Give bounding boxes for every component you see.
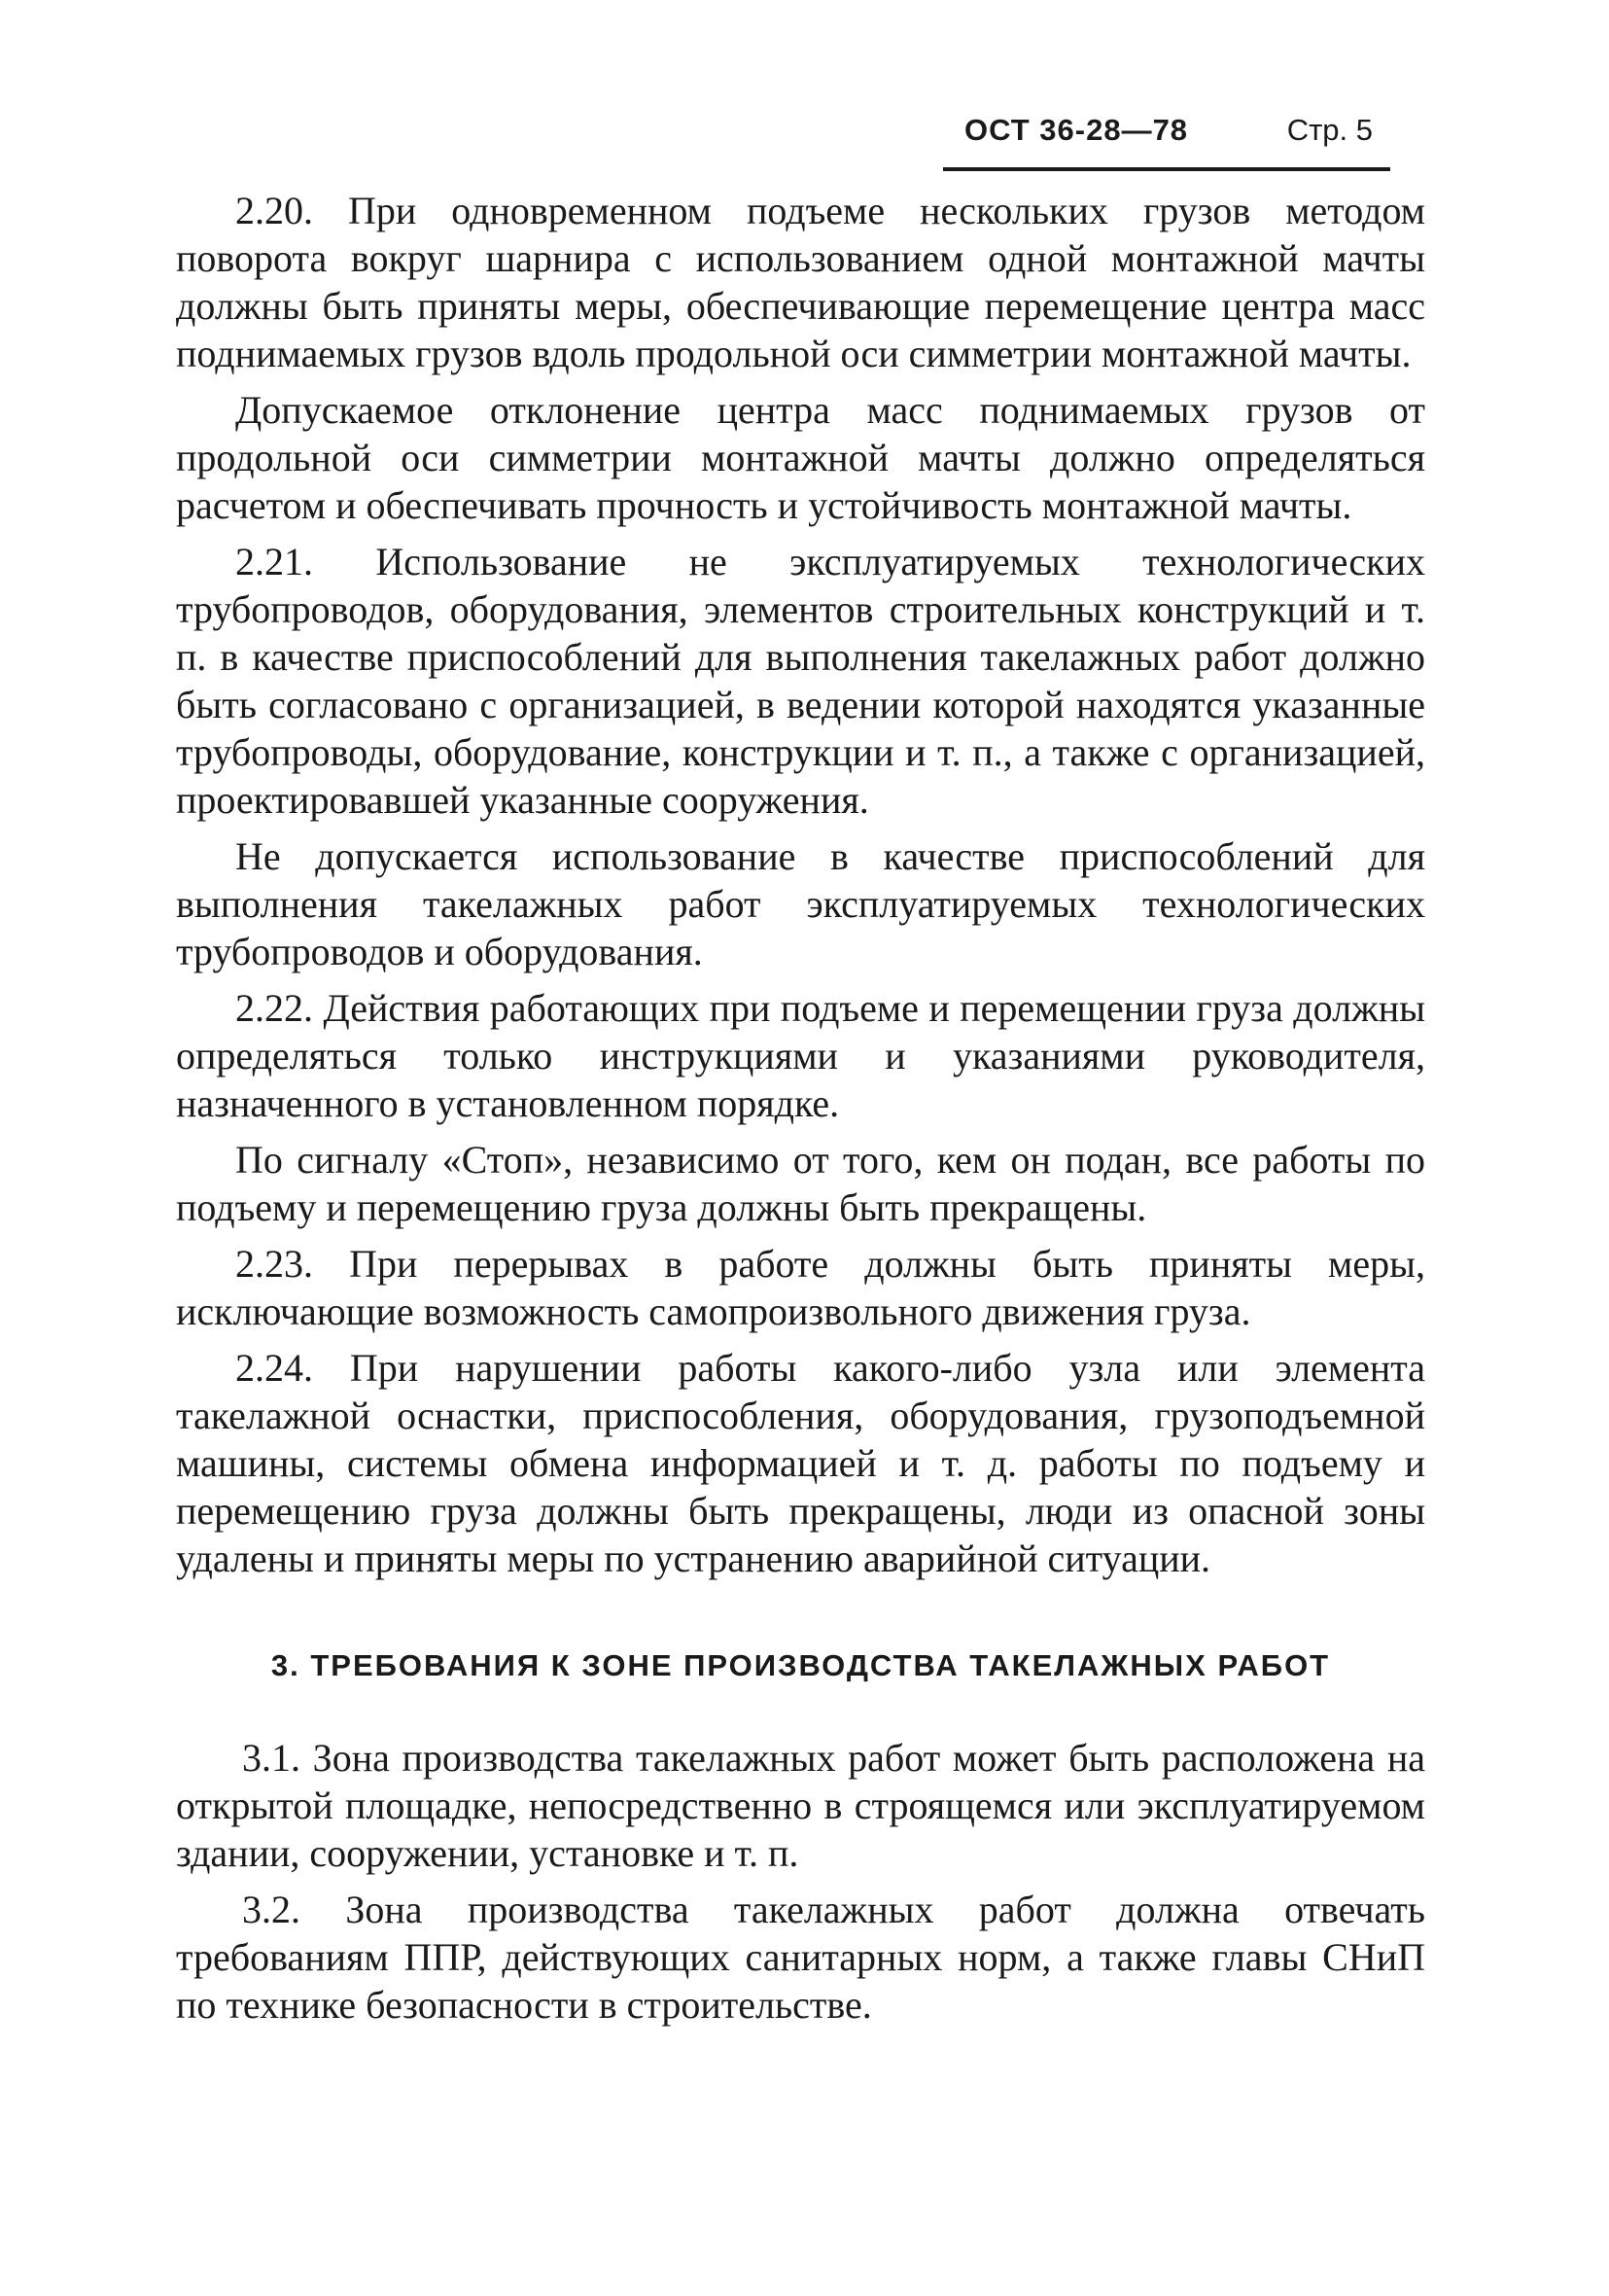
paragraph-2-21: 2.21. Использование не эксплуатируемых технологических трубопроводов, оборудования, элементов строительных конструкций и т. п. в качестве приспособлений для выполнения такелажных работ должно быть согласовано с организацией, в ведении которой находятся указанные трубопроводы, оборудование, конструкции и т. п., а также с организацией, проектировавшей указанные сооружения. bbox=[176, 540, 1425, 822]
paragraph-3-2: 3.2. Зона производства такелажных работ должна отвечать требованиям ППР, действующих санитарных норм, а также главы СНиП по технике безопасности в строительстве. bbox=[176, 1888, 1425, 2027]
page-number: Стр. 5 bbox=[1286, 113, 1373, 147]
document-code: ОСТ 36-28—78 bbox=[964, 113, 1189, 147]
paragraph-2-21-continued: Не допускается использование в качестве приспособлений для выполнения такелажных работ эксплуатируемых технологических трубопроводов и оборудования. bbox=[176, 834, 1425, 973]
paragraph-2-20: 2.20. При одновременном подъеме нескольких грузов методом поворота вокруг шарнира с использованием одной монтажной мачты должны быть приняты меры, обеспечивающие перемещение центра масс поднимаемых грузов вдоль продольной оси симметрии монтажной мачты. bbox=[176, 189, 1425, 375]
document-body bbox=[176, 187, 1425, 2037]
paragraph-2-20-continued: Допускаемое отклонение центра масс поднимаемых грузов от продольной оси симметрии монтажной мачты должно определяться расчетом и обеспечивать прочность и устойчивость монтажной мачты. bbox=[176, 388, 1425, 527]
paragraph-3-1: 3.1. Зона производства такелажных работ может быть расположена на открытой площадке, непосредственно в строящемся или эксплуатируемом здании, сооружении, установке и т. п. bbox=[176, 1736, 1425, 1875]
paragraph-2-22: 2.22. Действия работающих при подъеме и перемещении груза должны определяться только инструкциями и указаниями руководителя, назначенного в установленном порядке. bbox=[176, 986, 1425, 1125]
running-header bbox=[943, 107, 1390, 171]
section-3-heading: 3. ТРЕБОВАНИЯ К ЗОНЕ ПРОИЗВОДСТВА ТАКЕЛАЖНЫХ РАБОТ bbox=[270, 1648, 1331, 1682]
paragraph-2-24: 2.24. При нарушении работы какого-либо узла или элемента такелажной оснастки, приспособления, оборудования, грузоподъемной машины, системы обмена информацией и т. д. работы по подъему и перемещению груза должны быть прекращены, люди из опасной зоны удалены и приняты меры по устранению аварийной ситуации. bbox=[176, 1346, 1425, 1580]
paragraph-2-23: 2.23. При перерывах в работе должны быть приняты меры, исключающие возможность самопроизвольного движения груза. bbox=[176, 1242, 1425, 1333]
paragraph-2-22-continued: По сигналу «Стоп», независимо от того, кем он подан, все работы по подъему и перемещению груза должны быть прекращены. bbox=[176, 1138, 1425, 1229]
